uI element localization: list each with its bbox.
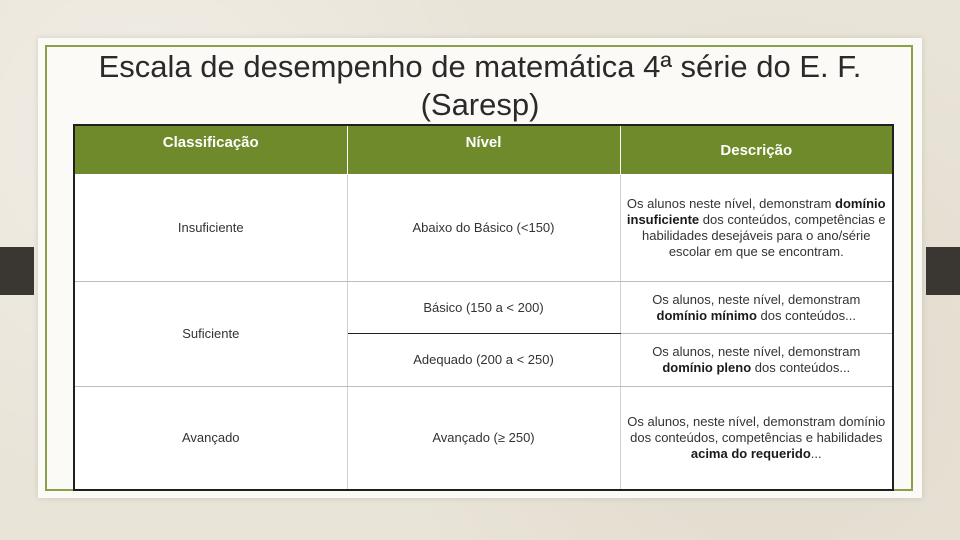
header-classificacao: Classificação (74, 125, 347, 175)
cell-nivel: Adequado (200 a < 250) (347, 334, 620, 387)
cell-classificacao: Insuficiente (74, 175, 347, 282)
desc-text: Os alunos, neste nível, demonstram (652, 291, 861, 307)
desc-text: Os alunos, neste nível, demonstram domínio dos conteúdos, competências e habilidades (627, 414, 886, 445)
table-header-row (74, 125, 893, 175)
performance-scale-table (73, 124, 894, 491)
desc-text: Os alunos, neste nível, demonstram (652, 344, 861, 359)
cell-classificacao: Suficiente (74, 282, 347, 387)
desc-text: dos conteúdos, competências e habilidades desejáveis para o ano/série escolar em que se encontram. (642, 212, 886, 259)
title-line-1: Escala de desempenho de matemática 4ª série do E. F. (98, 49, 862, 84)
cell-descricao (620, 282, 893, 334)
desc-bold: domínio insuficiente (626, 196, 886, 227)
table-row (74, 387, 893, 491)
cell-descricao (620, 334, 893, 387)
header-descricao: Descrição (620, 125, 893, 175)
desc-text: dos conteúdos... (756, 307, 856, 323)
desc-text: ... (810, 446, 822, 461)
table-row (74, 175, 893, 282)
desc-bold: acima do requerido (690, 446, 811, 461)
cell-nivel: Avançado (≥ 250) (347, 387, 620, 491)
desc-bold: domínio mínimo (656, 307, 757, 323)
cell-classificacao: Avançado (74, 387, 347, 491)
cell-descricao (620, 175, 893, 282)
right-decor-bar (926, 247, 960, 295)
desc-text: dos conteúdos... (751, 360, 851, 375)
desc-bold: domínio pleno (662, 360, 752, 375)
left-decor-bar (0, 247, 34, 295)
slide-title (60, 48, 900, 124)
cell-nivel: Abaixo do Básico (<150) (347, 175, 620, 282)
table-row (74, 282, 893, 334)
cell-descricao (620, 387, 893, 491)
title-line-2: (Saresp) (420, 87, 540, 122)
header-nivel: Nível (347, 125, 620, 175)
desc-text: Os alunos neste nível, demonstram (626, 196, 836, 211)
cell-nivel: Básico (150 a < 200) (347, 282, 620, 334)
